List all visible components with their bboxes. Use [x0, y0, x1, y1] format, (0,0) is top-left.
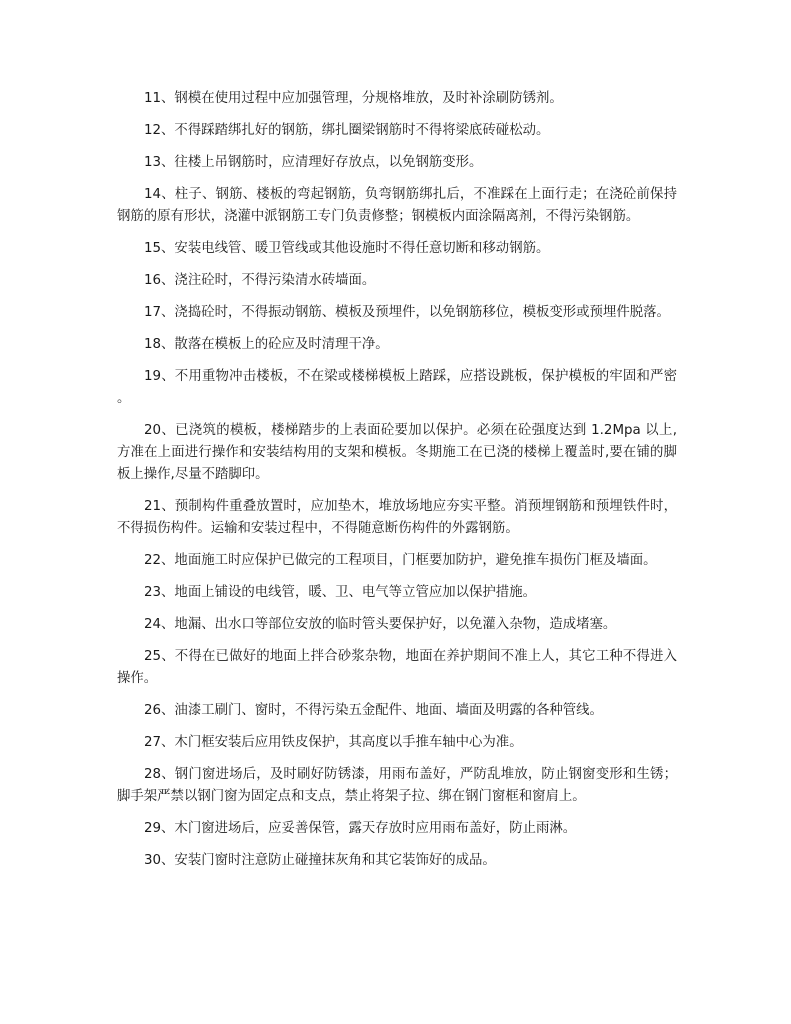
paragraph-30: 30、安装门窗时注意防止碰撞抹灰角和其它装饰好的成品。: [144, 853, 496, 868]
paragraph-12: 12、不得踩踏绑扎好的钢筋，绑扎圈梁钢筋时不得将梁底砖碰松动。: [144, 123, 550, 138]
paragraph-19: 19、不用重物冲击楼板，不在梁或楼梯模板上踏踩，应搭设跳板，保护模板的牢固和严密。: [117, 369, 677, 406]
paragraph-17: 17、浇捣砼时，不得振动钢筋、模板及预埋件，以免钢筋移位，模板变形或预埋件脱落。: [144, 305, 670, 320]
paragraph-13: 13、往楼上吊钢筋时，应清理好存放点，以免钢筋变形。: [144, 155, 483, 170]
paragraph-29: 29、木门窗进场后，应妥善保管，露天存放时应用雨布盖好，防止雨淋。: [144, 821, 577, 836]
paragraph-28: 28、钢门窗进场后，及时刷好防锈漆，用雨布盖好，严防乱堆放，防止钢窗变形和生锈；脚手架严禁以钢门窗为固定点和支点，禁止将架子拉、绑在钢门窗框和窗肩上。: [117, 767, 677, 804]
paragraph-18: 18、散落在模板上的砼应及时清理干净。: [144, 337, 389, 352]
paragraph-16: 16、浇注砼时，不得污染清水砖墙面。: [144, 273, 376, 288]
paragraph-27: 27、木门框安装后应用铁皮保护，其高度以手推车轴中心为准。: [144, 735, 523, 750]
paragraph-22: 22、地面施工时应保护已做完的工程项目，门框要加防护，避免推车损伤门框及墙面。: [144, 553, 657, 568]
paragraph-15: 15、安装电线管、暖卫管线或其他设施时不得任意切断和移动钢筋。: [144, 241, 550, 256]
paragraph-11: 11、钢模在使用过程中应加强管理，分规格堆放，及时补涂刷防锈剂。: [144, 91, 563, 106]
paragraph-20: 20、已浇筑的模板，楼梯踏步的上表面砼要加以保护。必须在砼强度达到 1.2Mpa 以上,方准在上面进行操作和安装结构用的支架和模板。冬期施工在已浇的楼梯上覆盖时,要在铺的脚板上操作,尽量不踏脚印。: [117, 423, 677, 482]
document-body: [117, 88, 677, 882]
paragraph-24: 24、地漏、出水口等部位安放的临时管头要保护好，以免灌入杂物，造成堵塞。: [144, 617, 617, 632]
paragraph-23: 23、地面上铺设的电线管，暖、卫、电气等立管应加以保护措施。: [144, 585, 536, 600]
paragraph-14: 14、柱子、钢筋、楼板的弯起钢筋，负弯钢筋绑扎后，不准踩在上面行走；在浇砼前保持钢筋的原有形状，浇灌中派钢筋工专门负责修整；钢模板内面涂隔离剂，不得污染钢筋。: [117, 187, 677, 224]
paragraph-26: 26、油漆工刷门、窗时，不得污染五金配件、地面、墙面及明露的各种管线。: [144, 703, 603, 718]
paragraph-25: 25、不得在已做好的地面上拌合砂浆杂物，地面在养护期间不准上人，其它工种不得进入操作。: [117, 649, 677, 686]
paragraph-21: 21、预制构件重叠放置时，应加垫木，堆放场地应夯实平整。消预埋钢筋和预埋铁件时，不得损伤构件。运输和安装过程中，不得随意断伤构件的外露钢筋。: [117, 499, 677, 536]
